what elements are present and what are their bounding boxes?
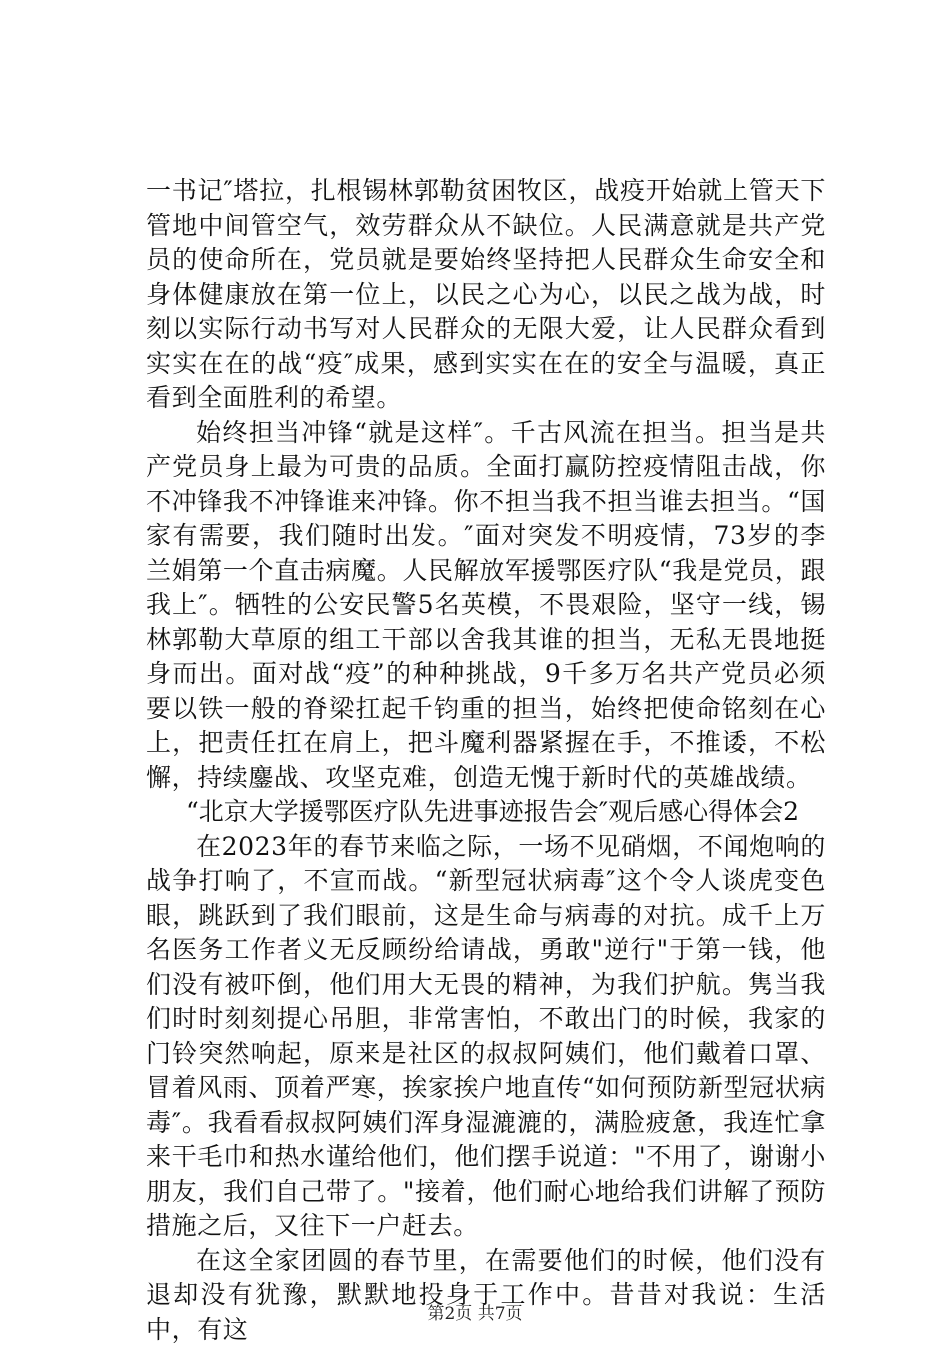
section-heading: “北京大学援鄂医疗队先进事迹报告会″观后感心得体会2 bbox=[146, 795, 826, 830]
page-number-footer: 第2页 共7页 bbox=[0, 1299, 950, 1324]
paragraph-responsibility: 始终担当冲锋“就是这样″。千古风流在担当。担当是共产党员身上最为可贵的品质。全面打赢防控疫情阻击战，你不冲锋我不冲锋谁来冲锋。你不担当我不担当谁去担当。“国家有需要，我们随时出发。″面对突发不明疫情，73岁的李兰娟第一个直击病魔。人民解放军援鄂医疗队“我是党员，跟我上″。牺牲的公安民警5名英模，不畏艰险，坚守一线，锡林郭勒大草原的组工干部以舍我其谁的担当，无私无畏地挺身而出。面对战“疫”的种种挑战，9千多万名共产党员必须要以铁一般的脊梁扛起千钧重的担当，始终把使命铭刻在心上，把责任扛在肩上，把斗魔利器紧握在手，不推诿，不松懈，持续鏖战、攻坚克难，创造无愧于新时代的英雄战绩。 bbox=[146, 416, 826, 796]
paragraph-spring-festival: 在2023年的春节来临之际，一场不见硝烟，不闻炮响的战争打响了，不宣而战。“新型冠状病毒″这个令人谈虎变色眼，跳跃到了我们眼前，这是生命与病毒的对抗。成千上万名医务工作者义无反顾纷给请战，勇敢"逆行"于第一钱，他们没有被吓倒，他们用大无畏的精神，为我们护航。隽当我们时时刻刻提心吊胆，非常害怕，不敢出门的时候，我家的门铃突然响起，原来是社区的叔叔阿姨们，他们戴着口罩、冒着风雨、顶着严寒，挨家挨户地直传“如何预防新型冠状病毒″。我看看叔叔阿姨们浑身湿漉漉的，满脸疲惫，我连忙拿来干毛巾和热水谨给他们，他们摆手说道："不用了，谢谢小朋友，我们自己带了。"接着，他们耐心地给我们讲解了预防措施之后，又往下一户赶去。 bbox=[146, 830, 826, 1244]
paragraph-continuation: 一书记″塔拉，扎根锡林郭勒贫困牧区，战疫开始就上管天下管地中间管空气，效劳群众从不缺位。人民满意就是共产党员的使命所在，党员就是要始终坚持把人民群众生命安全和身体健康放在第一位上，以民之心为心，以民之战为战，时刻以实际行动书写对人民群众的无限大爱，让人民群众看到实实在在的战“疫″成果，感到实实在在的安全与温暖，真正看到全面胜利的希望。 bbox=[146, 174, 826, 416]
paragraph-reunion: 在这全家团圆的春节里，在需要他们的时候，他们没有退却没有犹豫，默默地投身于工作中。昔昔对我说：生活中，有这 bbox=[146, 1244, 826, 1347]
document-body bbox=[146, 174, 826, 1347]
